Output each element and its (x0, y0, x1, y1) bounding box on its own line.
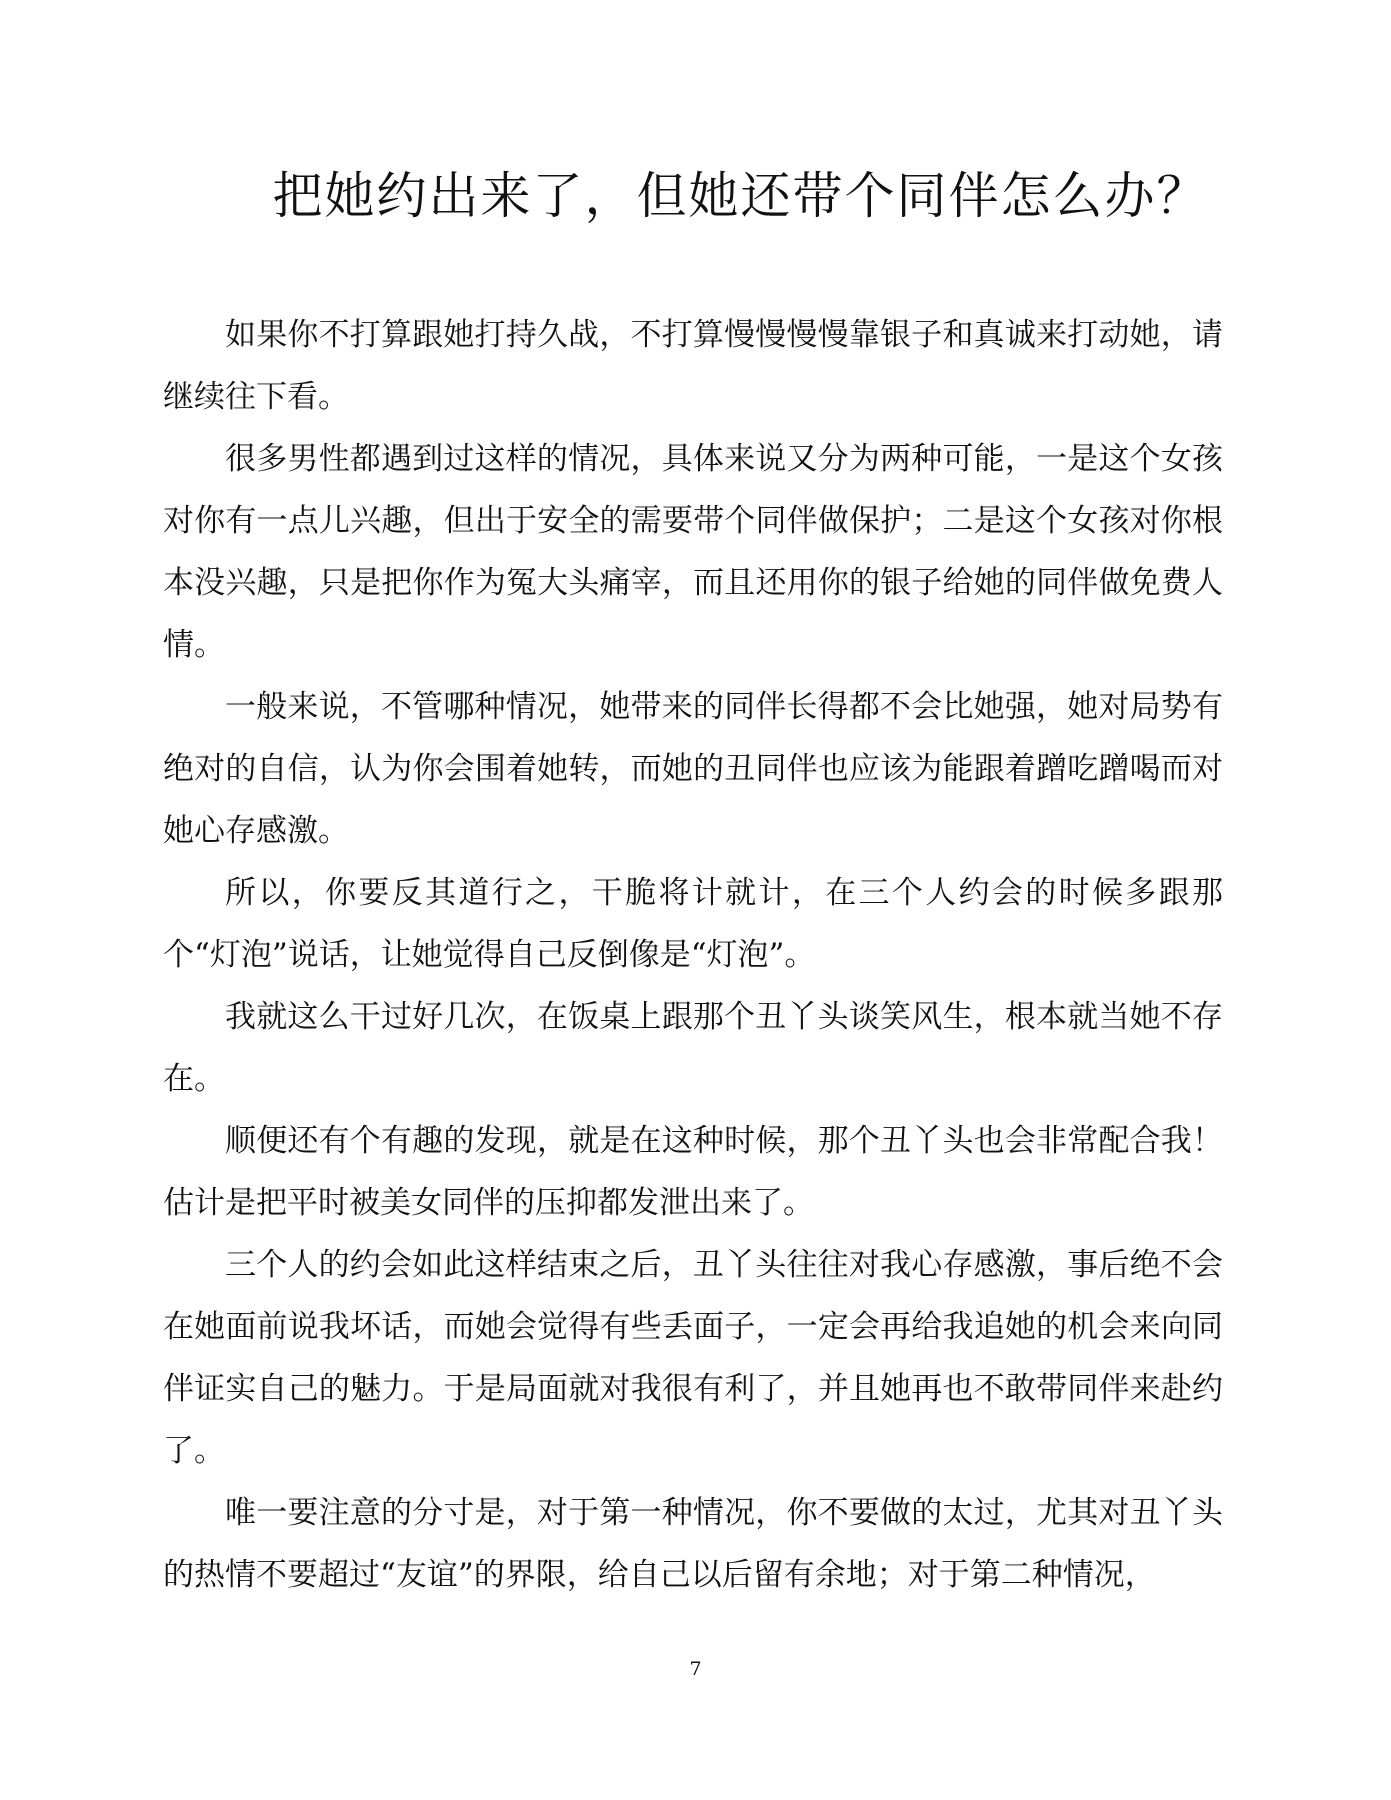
paragraph: 所以，你要反其道行之，干脆将计就计，在三个人约会的时候多跟那个“灯泡”说话，让她觉得自己反倒像是“灯泡”。 (163, 875, 1223, 973)
page-number: 7 (689, 1658, 702, 1680)
paragraph: 唯一要注意的分寸是，对于第一种情况，你不要做的太过，尤其对丑丫头的热情不要超过“友谊”的界限，给自己以后留有余地；对于第二种情况， (163, 1495, 1223, 1593)
paragraph: 顺便还有个有趣的发现，就是在这种时候，那个丑丫头也会非常配合我！估计是把平时被美女同伴的压抑都发泄出来了。 (163, 1123, 1223, 1221)
paragraph: 我就这么干过好几次，在饭桌上跟那个丑丫头谈笑风生，根本就当她不存在。 (163, 999, 1223, 1097)
paragraph: 一般来说，不管哪种情况，她带来的同伴长得都不会比她强，她对局势有绝对的自信，认为你会围着她转，而她的丑同伴也应该为能跟着蹭吃蹭喝而对她心存感激。 (163, 689, 1223, 849)
paragraph: 很多男性都遇到过这样的情况，具体来说又分为两种可能，一是这个女孩对你有一点儿兴趣，但出于安全的需要带个同伴做保护；二是这个女孩对你根本没兴趣，只是把你作为冤大头痛宰，而且还用你的银子给她的同伴做免费人情。 (163, 441, 1223, 663)
page-title: 把她约出来了，但她还带个同伴怎么办？ (272, 167, 1209, 225)
body-text (163, 304, 1223, 1606)
paragraph: 如果你不打算跟她打持久战，不打算慢慢慢慢靠银子和真诚来打动她，请继续往下看。 (163, 317, 1223, 415)
paragraph: 三个人的约会如此这样结束之后，丑丫头往往对我心存感激，事后绝不会在她面前说我坏话，而她会觉得有些丢面子，一定会再给我追她的机会来向同伴证实自己的魅力。于是局面就对我很有利了，并且她再也不敢带同伴来赴约了。 (163, 1247, 1223, 1469)
